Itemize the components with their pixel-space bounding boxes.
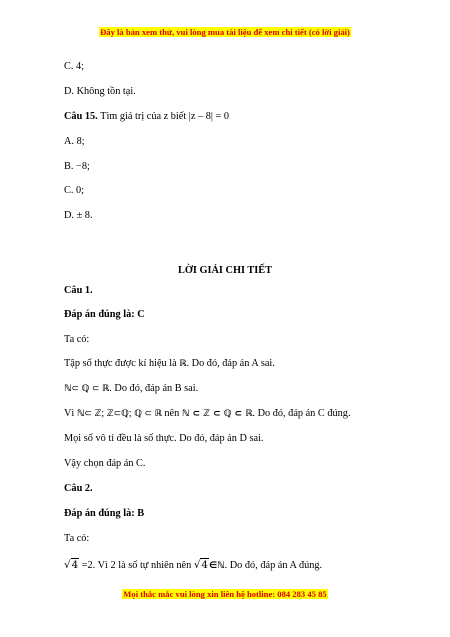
rationals-symbol: ℚ [134, 409, 142, 419]
q1-line3-mid: nên [161, 408, 182, 419]
bottom-banner [0, 589, 450, 599]
option-c: C. 4; [64, 61, 85, 72]
subset-symbol: ⊂ [113, 409, 122, 419]
rationals-symbol: ℚ [121, 409, 129, 419]
subset-symbol: ⊂ [91, 384, 100, 394]
q1-line4: Mọi số vô tỉ đều là số thực. Do đó, đáp án D sai. [64, 433, 264, 444]
question-15-text: Tìm giá trị của z biết |z – 8| = 0 [97, 111, 230, 122]
q2-intro: Ta có: [64, 533, 90, 544]
q1-line3-tail: . Do đó, đáp án C đúng. [252, 408, 351, 419]
naturals-symbol: ℕ [64, 384, 72, 394]
q2-line1-middle: . Vì 2 là số tự nhiên nên [92, 560, 194, 571]
q15-option-a: A. 8; [64, 136, 85, 147]
radicand: 4 [71, 559, 79, 571]
subset-chain: ℕ ⊂ ℤ ⊂ ℚ ⊂ ℝ [181, 409, 253, 419]
q1-line1-text: Tập số thực được kí hiệu là [64, 358, 180, 369]
q15-option-d: D. ± 8. [64, 210, 93, 221]
subset-symbol: ⊂ [144, 409, 152, 419]
separator: ; [128, 408, 135, 419]
square-root-expression [194, 559, 209, 571]
q1-line2-tail: . Do đó, đáp án B sai. [109, 383, 199, 394]
q1-label: Câu 1. [64, 285, 93, 296]
solutions-heading: LỜI GIẢI CHI TIẾT [178, 265, 272, 276]
sqrt-sign: √ [193, 559, 201, 571]
q1-line1 [64, 358, 275, 370]
subset-symbol: ⊂ [84, 409, 92, 419]
q2-line1-tail: . Do đó, đáp án A đúng. [224, 560, 323, 571]
q1-line3 [64, 408, 351, 420]
real-numbers-symbol: ℝ [154, 409, 162, 419]
q1-line3-pre: Vì [64, 408, 77, 419]
naturals-symbol: ℕ [76, 409, 85, 419]
q15-option-c: C. 0; [64, 185, 85, 196]
membership-naturals: ∈ℕ [208, 561, 225, 571]
q1-intro: Ta có: [64, 334, 90, 345]
q2-line1 [64, 559, 322, 572]
q2-answer: Đáp án đúng là: B [64, 508, 145, 519]
q1-line5: Vậy chọn đáp án C. [64, 458, 146, 469]
question-15 [64, 111, 229, 123]
real-numbers-symbol: ℝ [102, 384, 110, 394]
subset-symbol: ⊂ [71, 384, 80, 394]
top-banner-text: Đây là bản xem thử, vui lòng mua tài liệu để xem chi tiết (có lời giải) [100, 27, 350, 37]
q15-option-b: B. −8; [64, 161, 90, 172]
integers-symbol: ℤ [106, 409, 114, 419]
integers-symbol: ℤ [94, 409, 102, 419]
top-banner [0, 27, 450, 37]
question-15-label: Câu 15. [64, 111, 98, 122]
separator: ; [101, 408, 107, 419]
q1-line1-tail: . Do đó, đáp án A sai. [186, 358, 275, 369]
rationals-symbol: ℚ [81, 384, 90, 394]
bottom-banner-text: Mọi thắc mắc vui lòng xin liên hệ hotline: 084 283 45 85 [123, 589, 327, 599]
square-root-expression [64, 559, 79, 571]
q1-answer: Đáp án đúng là: C [64, 309, 145, 320]
real-numbers-symbol: ℝ [179, 359, 187, 369]
q2-label: Câu 2. [64, 483, 93, 494]
sqrt-sign: √ [64, 559, 71, 571]
q1-line2 [64, 383, 198, 395]
radicand: 4 [201, 559, 208, 571]
option-d: D. Không tồn tại. [64, 86, 136, 97]
equals-two: =2 [79, 560, 93, 571]
